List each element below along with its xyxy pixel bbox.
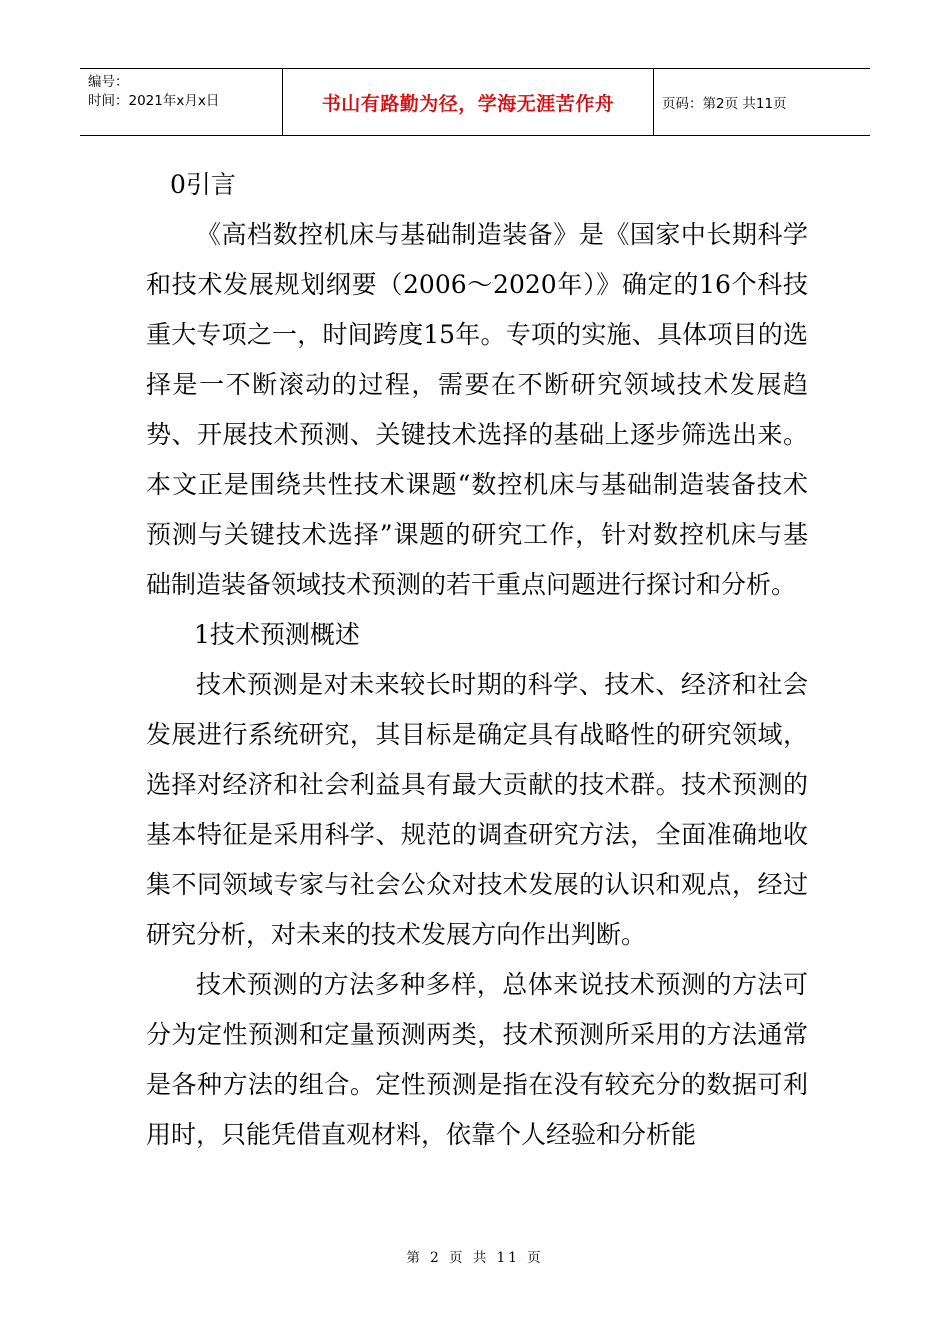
motto-text: 书山有路勤为径，学海无涯苦作舟 [321, 92, 615, 115]
date-label: 时间：2021年x月x日 [88, 93, 220, 109]
page-footer [0, 1246, 950, 1266]
header-meta [80, 69, 282, 135]
header-page-info [654, 69, 870, 135]
header-motto [282, 69, 654, 135]
intro-paragraph: 《高档数控机床与基础制造装备》是《国家中长期科学和技术发展规划纲要（2006～2020年）》确定的16个科技重大专项之一，时间跨度15年。专项的实施、具体项目的选择是一不断滚动的过程，需要在不断研究领域技术发展趋势、开展技术预测、关键技术选择的基础上逐步筛选出来。本文正是围绕共性技术课题“数控机床与基础制造装备技术预测与关键技术选择”课题的研究工作，针对数控机床与基础制造装备领域技术预测的若干重点问题进行探讨和分析。 [146, 220, 808, 599]
overview-paragraph-2: 技术预测的方法多种多样，总体来说技术预测的方法可分为定性预测和定量预测两类，技术预测所采用的方法通常是各种方法的组合。定性预测是指在没有较充分的数据可利用时，只能凭借直观材料，依靠个人经验和分析能 [146, 970, 808, 1149]
section-heading-overview: 1技术预测概述 [194, 620, 360, 649]
footer-page-number: 第 2 页 共 11 页 [406, 1250, 544, 1266]
page-header [80, 68, 870, 136]
page-info-text: 页码：第2页 共11页 [662, 96, 787, 112]
number-label: 编号： [88, 74, 129, 90]
document-body [146, 160, 808, 1160]
overview-paragraph-1: 技术预测是对未来较长时期的科学、技术、经济和社会发展进行系统研究，其目标是确定具有战略性的研究领域，选择对经济和社会利益具有最大贡献的技术群。技术预测的基本特征是采用科学、规范的调查研究方法，全面准确地收集不同领域专家与社会公众对技术发展的认识和观点，经过研究分析，对未来的技术发展方向作出判断。 [146, 670, 808, 949]
section-heading-intro: 0引言 [170, 170, 236, 199]
